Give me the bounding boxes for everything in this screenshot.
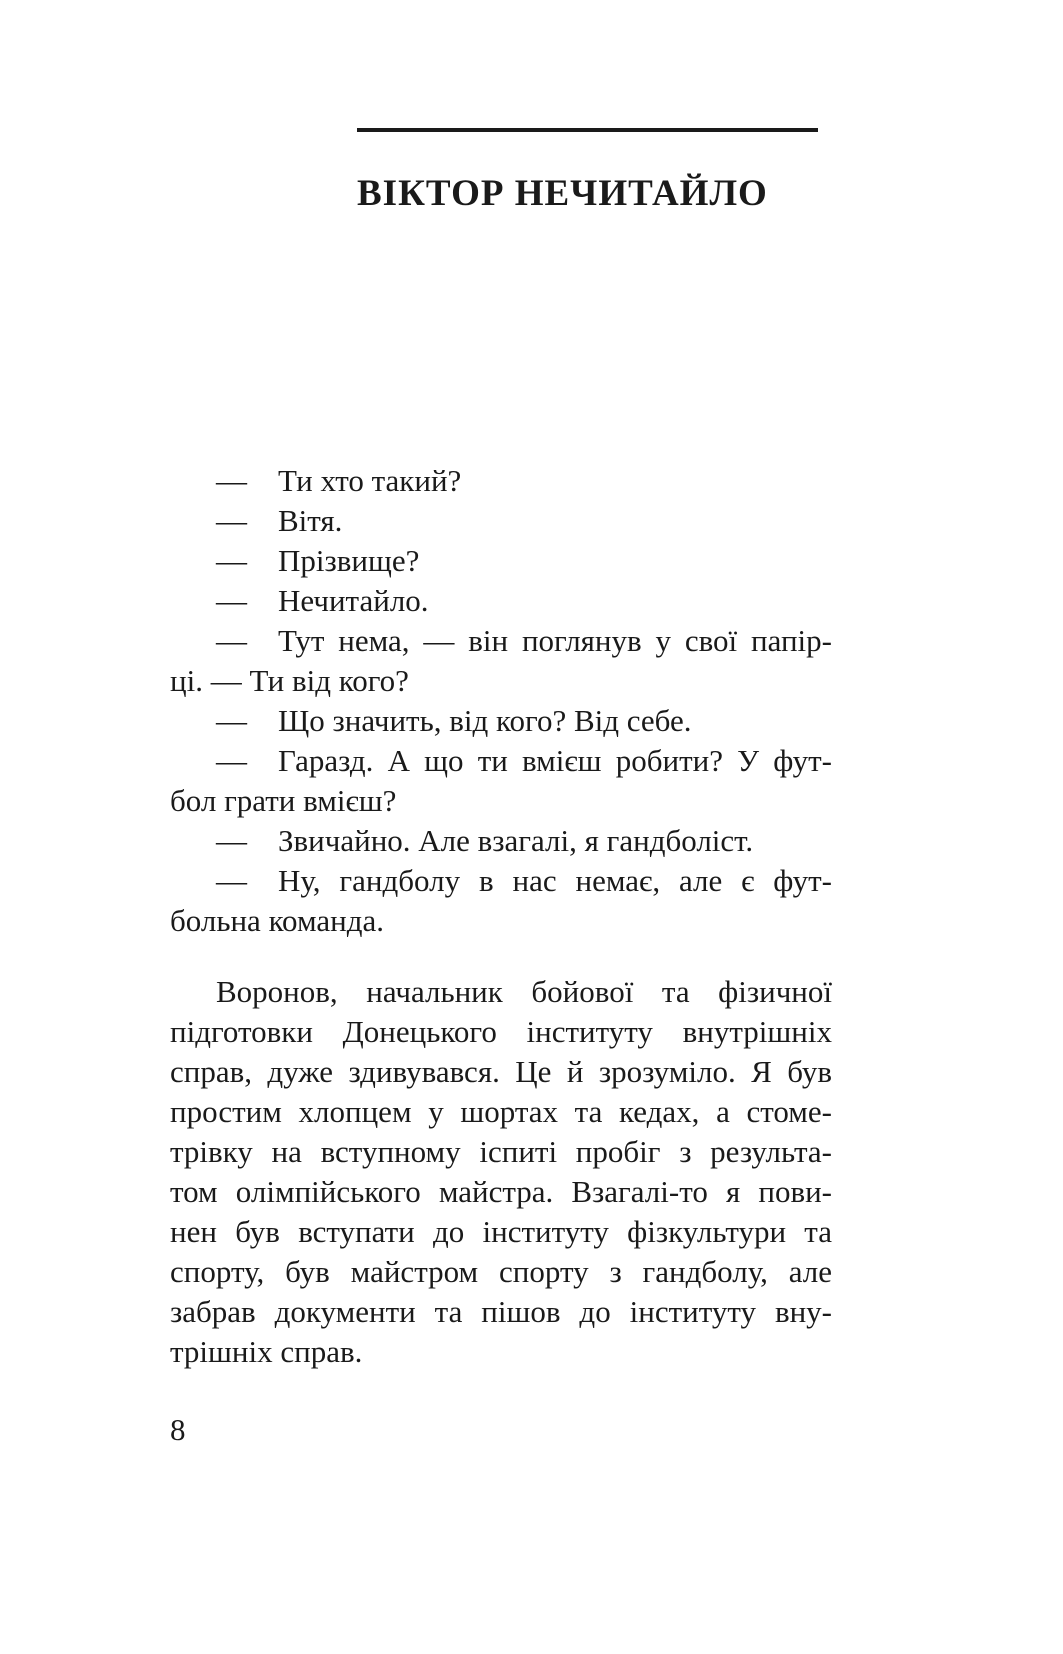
dialogue-line: больна команда.: [170, 903, 385, 938]
dialogue-line: — Ну, гандболу в нас немає, але є фут-: [216, 863, 832, 898]
dialogue-line: — Ти хто такий?: [216, 463, 462, 498]
narrative-paragraph: [170, 972, 832, 1372]
dialogue-line: — Прізвище?: [216, 543, 420, 578]
dialogue-line: — Вітя.: [216, 503, 343, 538]
dialogue-line: — Звичайно. Але взагалі, я гандболіст.: [216, 823, 754, 858]
paragraph-line: спорту, був майстром спорту з гандболу, але: [170, 1254, 832, 1289]
paragraph-line: Воронов, начальник бойової та фізичної: [216, 974, 832, 1009]
chapter-title: ВІКТОР НЕЧИТАЙЛО: [357, 173, 768, 214]
dialogue-line: — Нечитайло.: [216, 583, 429, 618]
page-number: 8: [170, 1412, 186, 1447]
paragraph-line: забрав документи та пішов до інституту вну-: [170, 1294, 832, 1329]
paragraph-line: трівку на вступному іспиті пробіг з результа-: [170, 1134, 832, 1169]
dialogue-line: — Тут нема, — він поглянув у свої папір-: [216, 623, 832, 658]
chapter-header-rule: [357, 128, 818, 132]
dialogue-line: — Що значить, від кого? Від себе.: [216, 703, 692, 738]
dialogue-line: ці. — Ти від кого?: [170, 663, 409, 698]
paragraph-line: справ, дуже здивувався. Це й зрозуміло. Я був: [170, 1054, 832, 1089]
paragraph-line: том олімпійського майстра. Взагалі-то я пови-: [170, 1174, 832, 1209]
dialogue-line: — Гаразд. А що ти вмієш робити? У фут-: [216, 743, 832, 778]
paragraph-line: простим хлопцем у шортах та кедах, а стоме-: [170, 1094, 832, 1129]
paragraph-line: нен був вступати до інституту фізкультури та: [170, 1214, 832, 1249]
paragraph-line: підготовки Донецького інституту внутрішніх: [170, 1014, 832, 1049]
dialogue-block: [170, 461, 832, 941]
dialogue-line: бол грати вмієш?: [170, 783, 397, 818]
paragraph-line: трішніх справ.: [170, 1334, 363, 1369]
